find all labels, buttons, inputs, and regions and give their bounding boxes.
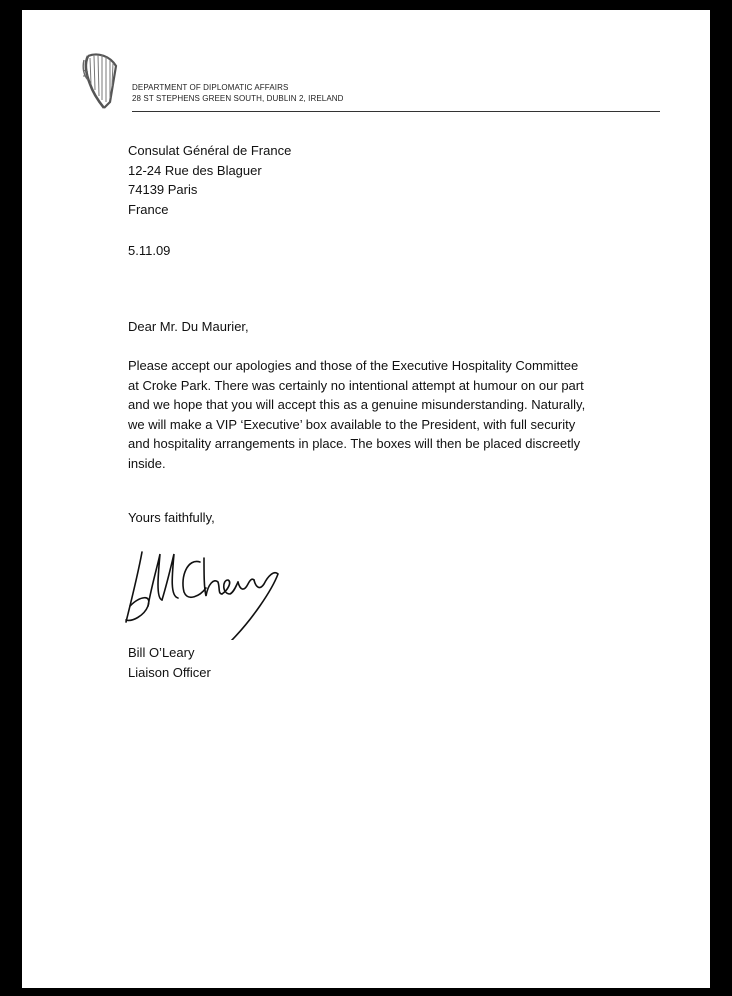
recipient-line: 12-24 Rue des Blaguer [128, 162, 262, 178]
letter-page [22, 10, 710, 988]
recipient-address [128, 141, 291, 219]
body-line: and we hope that you will accept this as a genuine misunderstanding. Naturally, [128, 397, 586, 412]
handwritten-signature [118, 540, 288, 640]
recipient-line: Consulat Général de France [128, 143, 292, 158]
body-line: and hospitality arrangements in place. The boxes will then be placed discreetly [128, 436, 581, 451]
harp-icon [80, 50, 122, 110]
body-line: at Croke Park. There was certainly no intentional attempt at humour on our part [128, 377, 584, 393]
body-line: inside. [128, 455, 166, 471]
recipient-line: France [128, 201, 169, 217]
department-name: DEPARTMENT OF DIPLOMATIC AFFAIRS [132, 83, 289, 92]
department-address: 28 ST STEPHENS GREEN SOUTH, DUBLIN 2, IRELAND [132, 94, 344, 103]
sender-block [128, 643, 211, 682]
closing: Yours faithfully, [128, 510, 215, 525]
body-paragraph [128, 356, 628, 473]
salutation: Dear Mr. Du Maurier, [128, 319, 249, 334]
body-line: we will make a VIP ‘Executive’ box available to the President, with full security [128, 416, 576, 432]
letterhead [80, 50, 660, 112]
letterhead-divider [132, 111, 660, 112]
department-address-block [132, 82, 344, 104]
letter-date: 5.11.09 [128, 243, 171, 258]
body-line: Please accept our apologies and those of the Executive Hospitality Committee [128, 358, 579, 373]
sender-title: Liaison Officer [128, 664, 211, 680]
sender-name: Bill O’Leary [128, 645, 195, 660]
recipient-line: 74139 Paris [128, 182, 198, 197]
